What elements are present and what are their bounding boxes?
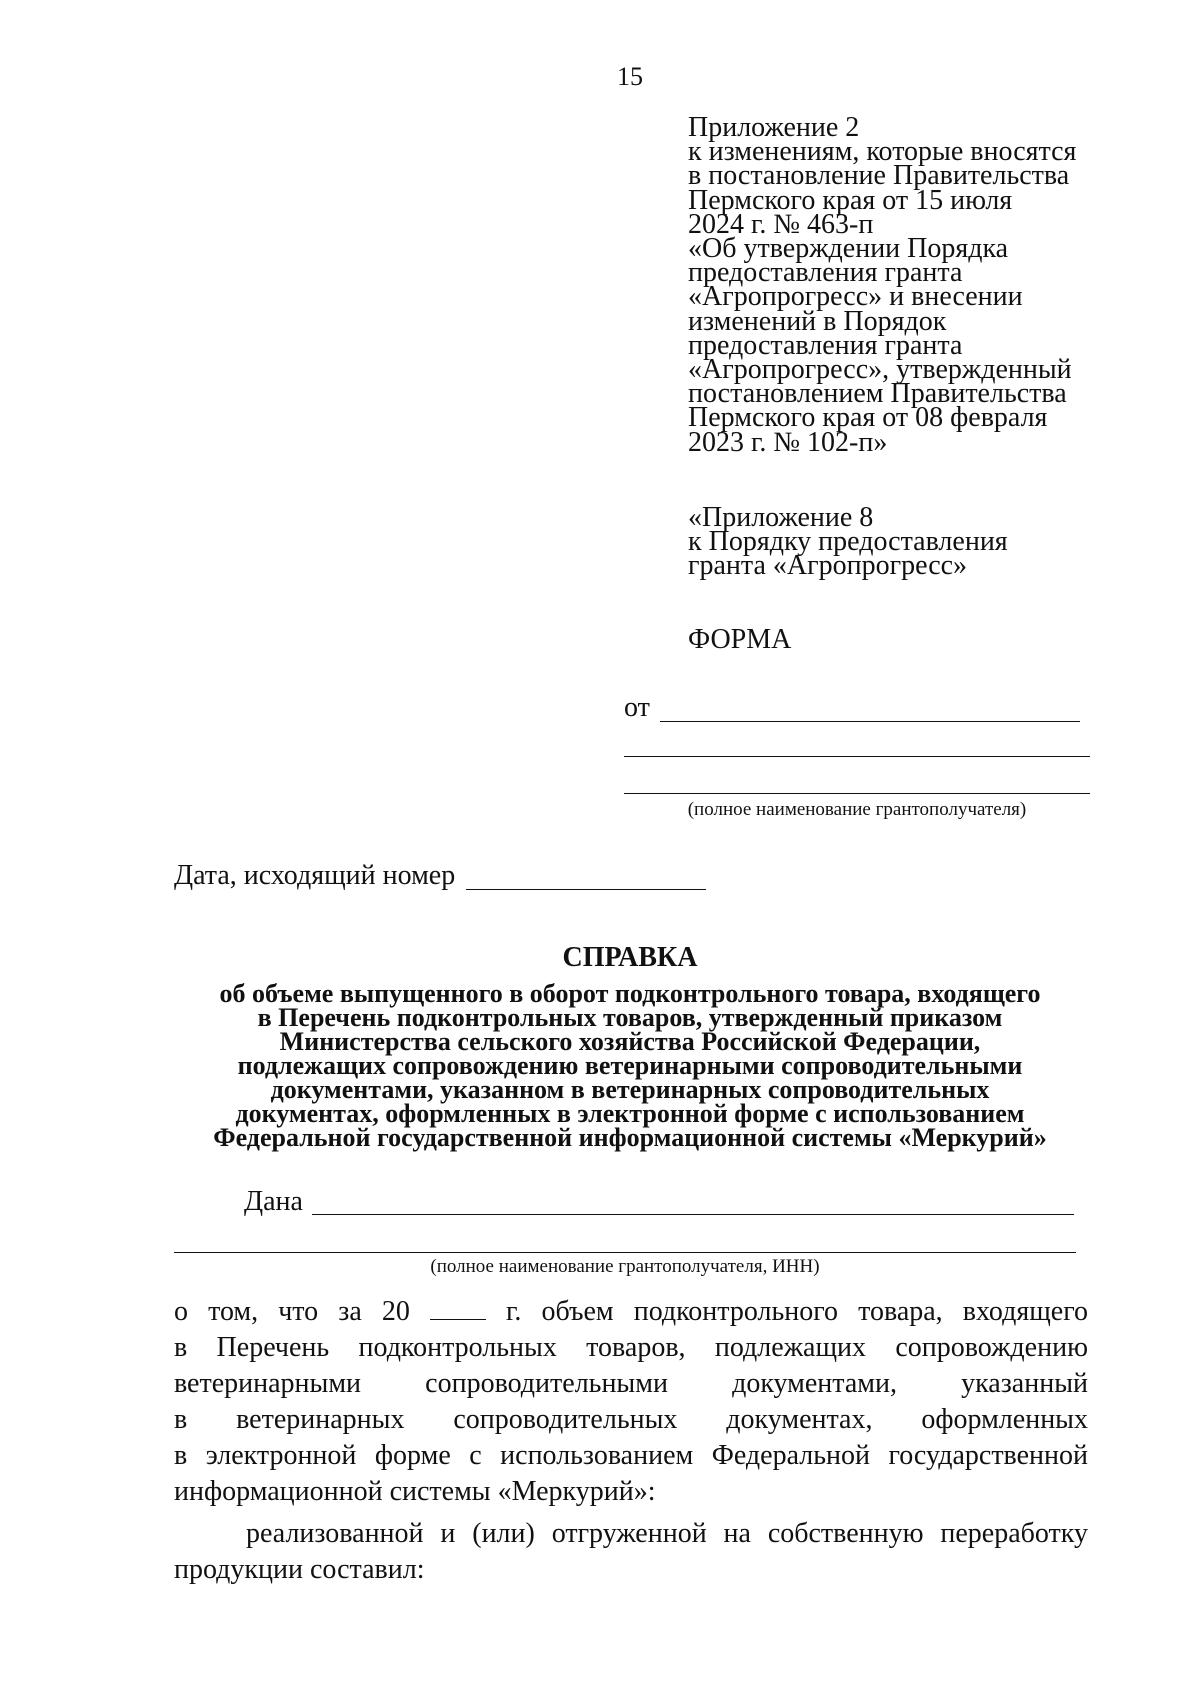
- appendix-header-line: 2023 г. № 102-п»: [688, 426, 888, 458]
- date-number-label: Дата, исходящий номер: [174, 860, 456, 891]
- appendix-header-line: Приложение 2: [688, 112, 860, 143]
- certificate-title: СПРАВКА: [562, 942, 698, 973]
- certificate-subtitle-line: документами, указанном в ветеринарных сопроводительных: [270, 1075, 990, 1104]
- from-name-field[interactable]: [660, 721, 1080, 722]
- body-line: ветеринарными сопроводительными документами, указанный: [174, 1368, 1088, 1399]
- appendix-8-line: гранта «Агропрогресс»: [688, 550, 968, 582]
- certificate-subtitle: [160, 979, 1100, 1152]
- appendix-header-line: «Агропрогресс» и внесении: [688, 281, 1023, 313]
- appendix-header-line: «Об утверждении Порядка: [688, 233, 1009, 265]
- certificate-subtitle-line: подлежащих сопровождению ветеринарными сопроводительными: [237, 1051, 1023, 1080]
- date-number-field[interactable]: [466, 889, 706, 890]
- issued-to-field[interactable]: [312, 1214, 1074, 1215]
- appendix-header-line: в постановление Правительства: [688, 160, 1070, 192]
- body-paragraph-2-line: продукции составил:: [174, 1554, 425, 1585]
- appendix-header-line: «Агропрогресс», утвержденный: [688, 354, 1072, 386]
- appendix-8-line: к Порядку предоставления: [688, 526, 1008, 558]
- body-line: в ветеринарных сопроводительных документах, оформленных: [174, 1404, 1088, 1435]
- issued-to-caption: (полное наименование грантополучателя, ИНН): [430, 1256, 820, 1277]
- certificate-subtitle-line: Министерства сельского хозяйства Российской Федерации,: [279, 1027, 981, 1056]
- form-label: ФОРМА: [688, 624, 792, 655]
- appendix-header-line: постановлением Правительства: [688, 378, 1067, 410]
- body-line-1-end: г. объем подконтрольного товара, входящего: [506, 1296, 1089, 1327]
- body-line: в электронной форме с использованием Федеральной государственной: [174, 1440, 1088, 1471]
- body-line-1-start: о том, что за 20: [174, 1296, 410, 1327]
- appendix-header-line: Пермского края от 08 февраля: [688, 402, 1048, 434]
- issued-to-field-line-2[interactable]: [174, 1252, 1076, 1253]
- page-number: 15: [617, 62, 643, 91]
- certificate-subtitle-line: об объеме выпущенного в оборот подконтрольного товара, входящего: [219, 979, 1041, 1008]
- certificate-subtitle-line: в Перечень подконтрольных товаров, утвержденный приказом: [257, 1003, 1003, 1032]
- appendix-header-line: к изменениям, которые вносятся: [688, 136, 1077, 168]
- body-paragraph-2-line: реализованной и (или) отгруженной на собственную переработку: [246, 1518, 1088, 1549]
- appendix-header-line: предоставления гранта: [688, 257, 963, 289]
- body-paragraph: [174, 1294, 1088, 1510]
- body-line: в Перечень подконтрольных товаров, подлежащих сопровождению: [174, 1332, 1088, 1363]
- appendix-header-line: Пермского края от 15 июля: [688, 184, 1013, 216]
- year-field[interactable]: [430, 1295, 486, 1320]
- certificate-subtitle-line: документах, оформленных в электронной форме с использованием: [235, 1099, 1025, 1128]
- appendix-header: [688, 112, 1088, 458]
- from-caption: (полное наименование грантополучателя): [687, 799, 1027, 820]
- certificate-subtitle-line: Федеральной государственной информационной системы «Меркурий»: [213, 1123, 1047, 1152]
- body-line: информационной системы «Меркурий»:: [174, 1476, 656, 1507]
- appendix-header-line: предоставления гранта: [688, 329, 963, 361]
- from-name-field-line-3[interactable]: [624, 793, 1090, 794]
- body-paragraph-2: [174, 1516, 1088, 1588]
- appendix-header-line: изменений в Порядок: [688, 305, 947, 337]
- body-line-1: [174, 1294, 1088, 1330]
- from-label: от: [624, 692, 650, 723]
- appendix-header-line: 2024 г. № 463-п: [688, 208, 874, 240]
- appendix-8-header: [688, 502, 1088, 582]
- from-name-field-line-2[interactable]: [624, 756, 1090, 757]
- issued-to-label: Дана: [244, 1186, 303, 1217]
- appendix-8-line: «Приложение 8: [688, 502, 874, 533]
